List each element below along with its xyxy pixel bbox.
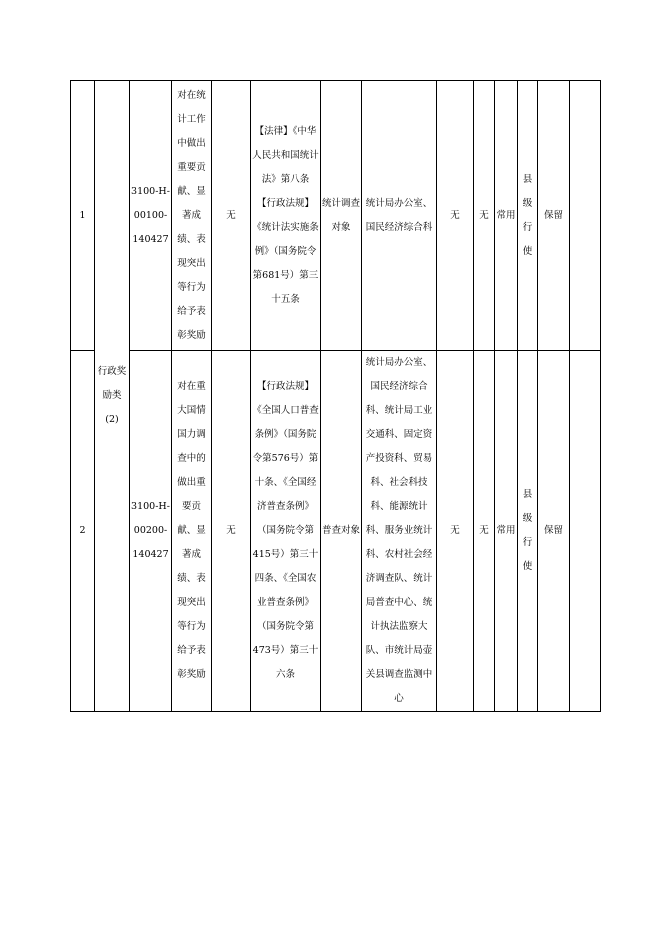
item-name: 对在重大国情国力调查中的做出重要贡献、显著成绩、表现突出等行为给予表彰奖励 [172,351,212,712]
level-cell: 县级行使 [518,81,538,351]
table-row [71,81,601,351]
authority-table [70,80,601,712]
level-cell: 县级行使 [518,351,538,712]
condition-cell: 无 [212,351,251,712]
col8-cell: 无 [437,351,474,712]
status-cell: 保留 [538,81,570,351]
item-code: 3100-H-00100-140427 [130,81,172,351]
row-index: 2 [71,351,95,712]
target-cell: 统计调查对象 [321,81,362,351]
frequency-cell: 常用 [495,351,518,712]
col9-cell: 无 [474,81,495,351]
item-name: 对在统计工作中做出重要贡献、显著成绩、表现突出等行为给予表彰奖励 [172,81,212,351]
note-cell [570,351,601,712]
col8-cell: 无 [437,81,474,351]
category-cell: 行政奖励类(2) [95,81,130,712]
status-cell: 保留 [538,351,570,712]
responsible-org: 统计局办公室、国民经济综合科、统计局工业交通科、固定资产投资科、贸易科、社会科技科、能源统计科、服务业统计科、农村社会经济调查队、统计局普查中心、统计执法监察大队、市统计局壶关县调查监测中心 [362,351,437,712]
legal-basis: 【行政法规】《全国人口普查条例》（国务院令第576号）第十条、《全国经济普查条例》（国务院令第415号）第三十四条、《全国农业普查条例》（国务院令第473号）第三十六条 [251,351,321,712]
table-row [71,351,601,712]
col9-cell: 无 [474,351,495,712]
frequency-cell: 常用 [495,81,518,351]
note-cell [570,81,601,351]
item-code: 3100-H-00200-140427 [130,351,172,712]
condition-cell: 无 [212,81,251,351]
target-cell: 普查对象 [321,351,362,712]
row-index: 1 [71,81,95,351]
legal-basis: 【法律】《中华人民共和国统计法》第八条 【行政法规】《统计法实施条例》（国务院令第681号）第三十五条 [251,81,321,351]
responsible-org: 统计局办公室、国民经济综合科 [362,81,437,351]
